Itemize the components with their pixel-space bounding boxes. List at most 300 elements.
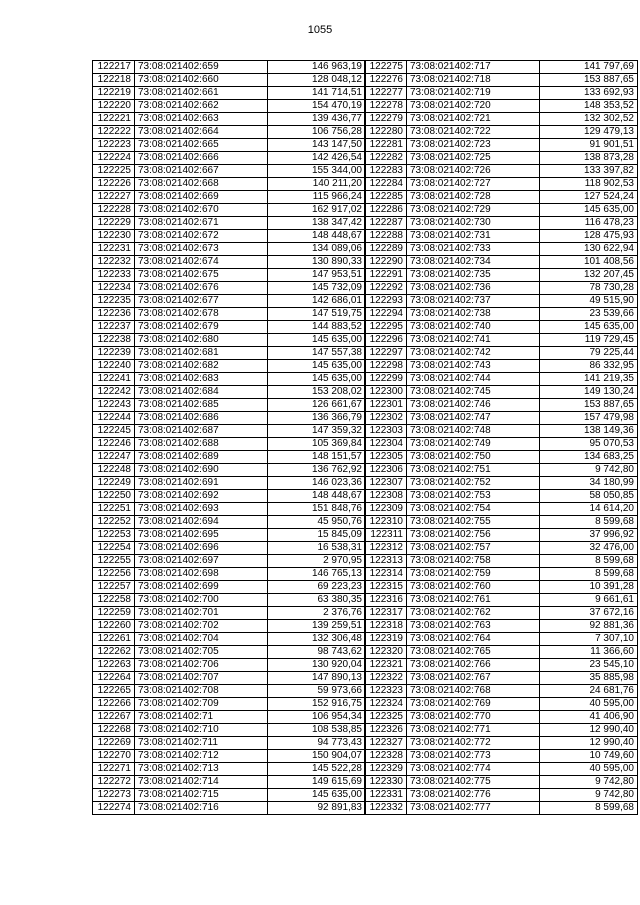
table-row bbox=[365, 100, 638, 113]
cadastral-number-cell: 73:08:021402:668 bbox=[135, 178, 268, 191]
table-row bbox=[365, 763, 638, 776]
value-cell: 154 470,19 bbox=[268, 100, 366, 113]
value-cell: 23 545,10 bbox=[540, 659, 638, 672]
value-cell: 146 963,19 bbox=[268, 61, 366, 74]
table-row bbox=[93, 490, 366, 503]
row-number-cell: 122264 bbox=[93, 672, 135, 685]
table-row bbox=[365, 438, 638, 451]
value-cell: 79 225,44 bbox=[540, 347, 638, 360]
cadastral-number-cell: 73:08:021402:715 bbox=[135, 789, 268, 802]
cadastral-number-cell: 73:08:021402:725 bbox=[407, 152, 540, 165]
cadastral-number-cell: 73:08:021402:675 bbox=[135, 269, 268, 282]
table-row bbox=[93, 646, 366, 659]
table-row bbox=[365, 204, 638, 217]
cadastral-number-cell: 73:08:021402:760 bbox=[407, 581, 540, 594]
page-number: 1055 bbox=[307, 24, 333, 36]
value-cell: 147 359,32 bbox=[268, 425, 366, 438]
value-cell: 151 848,76 bbox=[268, 503, 366, 516]
value-cell: 142 426,54 bbox=[268, 152, 366, 165]
cadastral-number-cell: 73:08:021402:699 bbox=[135, 581, 268, 594]
table-row bbox=[365, 243, 638, 256]
value-cell: 147 557,38 bbox=[268, 347, 366, 360]
row-number-cell: 122326 bbox=[365, 724, 407, 737]
table-row bbox=[93, 347, 366, 360]
cadastral-number-cell: 73:08:021402:679 bbox=[135, 321, 268, 334]
row-number-cell: 122221 bbox=[93, 113, 135, 126]
value-cell: 147 953,51 bbox=[268, 269, 366, 282]
row-number-cell: 122322 bbox=[365, 672, 407, 685]
row-number-cell: 122274 bbox=[93, 802, 135, 815]
table-row bbox=[365, 490, 638, 503]
row-number-cell: 122249 bbox=[93, 477, 135, 490]
value-cell: 78 730,28 bbox=[540, 282, 638, 295]
value-cell: 12 990,40 bbox=[540, 737, 638, 750]
value-cell: 37 672,16 bbox=[540, 607, 638, 620]
cadastral-number-cell: 73:08:021402:718 bbox=[407, 74, 540, 87]
table-row bbox=[365, 230, 638, 243]
cadastral-number-cell: 73:08:021402:673 bbox=[135, 243, 268, 256]
row-number-cell: 122309 bbox=[365, 503, 407, 516]
value-cell: 155 344,00 bbox=[268, 165, 366, 178]
table-row bbox=[93, 633, 366, 646]
value-cell: 32 476,00 bbox=[540, 542, 638, 555]
cadastral-number-cell: 73:08:021402:720 bbox=[407, 100, 540, 113]
cadastral-number-cell: 73:08:021402:694 bbox=[135, 516, 268, 529]
row-number-cell: 122273 bbox=[93, 789, 135, 802]
cadastral-number-cell: 73:08:021402:682 bbox=[135, 360, 268, 373]
row-number-cell: 122236 bbox=[93, 308, 135, 321]
cadastral-number-cell: 73:08:021402:776 bbox=[407, 789, 540, 802]
row-number-cell: 122318 bbox=[365, 620, 407, 633]
row-number-cell: 122311 bbox=[365, 529, 407, 542]
row-number-cell: 122250 bbox=[93, 490, 135, 503]
value-cell: 130 622,94 bbox=[540, 243, 638, 256]
value-cell: 127 524,24 bbox=[540, 191, 638, 204]
value-cell: 141 797,69 bbox=[540, 61, 638, 74]
cadastral-number-cell: 73:08:021402:756 bbox=[407, 529, 540, 542]
row-number-cell: 122320 bbox=[365, 646, 407, 659]
value-cell: 8 599,68 bbox=[540, 555, 638, 568]
table-row bbox=[365, 126, 638, 139]
cadastral-number-cell: 73:08:021402:71 bbox=[135, 711, 268, 724]
value-cell: 130 920,04 bbox=[268, 659, 366, 672]
row-number-cell: 122316 bbox=[365, 594, 407, 607]
value-cell: 138 149,36 bbox=[540, 425, 638, 438]
cadastral-number-cell: 73:08:021402:752 bbox=[407, 477, 540, 490]
row-number-cell: 122251 bbox=[93, 503, 135, 516]
cadastral-number-cell: 73:08:021402:678 bbox=[135, 308, 268, 321]
table-row bbox=[93, 74, 366, 87]
cadastral-number-cell: 73:08:021402:705 bbox=[135, 646, 268, 659]
table-row bbox=[365, 607, 638, 620]
row-number-cell: 122257 bbox=[93, 581, 135, 594]
table-row bbox=[93, 87, 366, 100]
table-row bbox=[365, 412, 638, 425]
value-cell: 128 475,93 bbox=[540, 230, 638, 243]
value-cell: 9 742,80 bbox=[540, 789, 638, 802]
value-cell: 16 538,31 bbox=[268, 542, 366, 555]
cadastral-number-cell: 73:08:021402:700 bbox=[135, 594, 268, 607]
row-number-cell: 122244 bbox=[93, 412, 135, 425]
table-row bbox=[365, 581, 638, 594]
cadastral-number-cell: 73:08:021402:713 bbox=[135, 763, 268, 776]
cadastral-number-cell: 73:08:021402:761 bbox=[407, 594, 540, 607]
cadastral-number-cell: 73:08:021402:669 bbox=[135, 191, 268, 204]
table-row bbox=[93, 581, 366, 594]
row-number-cell: 122237 bbox=[93, 321, 135, 334]
table-row bbox=[365, 568, 638, 581]
table-row bbox=[93, 672, 366, 685]
row-number-cell: 122294 bbox=[365, 308, 407, 321]
cadastral-number-cell: 73:08:021402:692 bbox=[135, 490, 268, 503]
cadastral-number-cell: 73:08:021402:671 bbox=[135, 217, 268, 230]
table-row bbox=[93, 503, 366, 516]
cadastral-number-cell: 73:08:021402:721 bbox=[407, 113, 540, 126]
value-cell: 119 729,45 bbox=[540, 334, 638, 347]
table-row bbox=[93, 243, 366, 256]
table-row bbox=[93, 152, 366, 165]
value-cell: 157 479,98 bbox=[540, 412, 638, 425]
table-row bbox=[365, 672, 638, 685]
cadastral-number-cell: 73:08:021402:717 bbox=[407, 61, 540, 74]
cadastral-number-cell: 73:08:021402:722 bbox=[407, 126, 540, 139]
row-number-cell: 122303 bbox=[365, 425, 407, 438]
row-number-cell: 122240 bbox=[93, 360, 135, 373]
table-row bbox=[365, 308, 638, 321]
row-number-cell: 122285 bbox=[365, 191, 407, 204]
row-number-cell: 122300 bbox=[365, 386, 407, 399]
table-row bbox=[365, 178, 638, 191]
value-cell: 129 479,13 bbox=[540, 126, 638, 139]
value-cell: 108 538,85 bbox=[268, 724, 366, 737]
cadastral-number-cell: 73:08:021402:683 bbox=[135, 373, 268, 386]
cadastral-number-cell: 73:08:021402:667 bbox=[135, 165, 268, 178]
cadastral-number-cell: 73:08:021402:687 bbox=[135, 425, 268, 438]
table-row bbox=[365, 685, 638, 698]
table-row bbox=[365, 282, 638, 295]
row-number-cell: 122308 bbox=[365, 490, 407, 503]
value-cell: 153 208,02 bbox=[268, 386, 366, 399]
row-number-cell: 122220 bbox=[93, 100, 135, 113]
row-number-cell: 122265 bbox=[93, 685, 135, 698]
row-number-cell: 122218 bbox=[93, 74, 135, 87]
cadastral-number-cell: 73:08:021402:701 bbox=[135, 607, 268, 620]
cadastral-number-cell: 73:08:021402:731 bbox=[407, 230, 540, 243]
table-row bbox=[93, 334, 366, 347]
row-number-cell: 122331 bbox=[365, 789, 407, 802]
cadastral-number-cell: 73:08:021402:771 bbox=[407, 724, 540, 737]
row-number-cell: 122302 bbox=[365, 412, 407, 425]
table-row bbox=[365, 451, 638, 464]
table-row bbox=[93, 373, 366, 386]
value-cell: 49 515,90 bbox=[540, 295, 638, 308]
row-number-cell: 122228 bbox=[93, 204, 135, 217]
cadastral-number-cell: 73:08:021402:755 bbox=[407, 516, 540, 529]
table-row bbox=[365, 152, 638, 165]
value-cell: 9 742,80 bbox=[540, 776, 638, 789]
value-cell: 92 881,36 bbox=[540, 620, 638, 633]
value-cell: 133 692,93 bbox=[540, 87, 638, 100]
cadastral-number-cell: 73:08:021402:681 bbox=[135, 347, 268, 360]
cadastral-number-cell: 73:08:021402:670 bbox=[135, 204, 268, 217]
table-row bbox=[365, 321, 638, 334]
table-row bbox=[365, 633, 638, 646]
cadastral-number-cell: 73:08:021402:734 bbox=[407, 256, 540, 269]
cadastral-number-cell: 73:08:021402:735 bbox=[407, 269, 540, 282]
value-cell: 148 448,67 bbox=[268, 230, 366, 243]
value-cell: 40 595,00 bbox=[540, 698, 638, 711]
row-number-cell: 122263 bbox=[93, 659, 135, 672]
row-number-cell: 122248 bbox=[93, 464, 135, 477]
value-cell: 134 683,25 bbox=[540, 451, 638, 464]
cadastral-number-cell: 73:08:021402:728 bbox=[407, 191, 540, 204]
table-row bbox=[365, 360, 638, 373]
table-row bbox=[93, 282, 366, 295]
cadastral-number-cell: 73:08:021402:711 bbox=[135, 737, 268, 750]
cadastral-number-cell: 73:08:021402:767 bbox=[407, 672, 540, 685]
value-cell: 130 890,33 bbox=[268, 256, 366, 269]
table-row bbox=[93, 711, 366, 724]
table-row bbox=[93, 776, 366, 789]
row-number-cell: 122233 bbox=[93, 269, 135, 282]
value-cell: 149 615,69 bbox=[268, 776, 366, 789]
row-number-cell: 122277 bbox=[365, 87, 407, 100]
row-number-cell: 122288 bbox=[365, 230, 407, 243]
row-number-cell: 122291 bbox=[365, 269, 407, 282]
table-row bbox=[365, 776, 638, 789]
cadastral-number-cell: 73:08:021402:766 bbox=[407, 659, 540, 672]
table-row bbox=[93, 451, 366, 464]
cadastral-number-cell: 73:08:021402:737 bbox=[407, 295, 540, 308]
row-number-cell: 122239 bbox=[93, 347, 135, 360]
register-table-right bbox=[364, 60, 638, 815]
row-number-cell: 122267 bbox=[93, 711, 135, 724]
value-cell: 10 749,60 bbox=[540, 750, 638, 763]
table-row bbox=[93, 425, 366, 438]
value-cell: 145 635,00 bbox=[268, 789, 366, 802]
cadastral-number-cell: 73:08:021402:736 bbox=[407, 282, 540, 295]
value-cell: 153 887,65 bbox=[540, 399, 638, 412]
value-cell: 144 883,52 bbox=[268, 321, 366, 334]
cadastral-number-cell: 73:08:021402:664 bbox=[135, 126, 268, 139]
table-row bbox=[365, 269, 638, 282]
cadastral-number-cell: 73:08:021402:688 bbox=[135, 438, 268, 451]
value-cell: 8 599,68 bbox=[540, 802, 638, 815]
value-cell: 101 408,56 bbox=[540, 256, 638, 269]
row-number-cell: 122255 bbox=[93, 555, 135, 568]
cadastral-number-cell: 73:08:021402:749 bbox=[407, 438, 540, 451]
row-number-cell: 122304 bbox=[365, 438, 407, 451]
value-cell: 132 207,45 bbox=[540, 269, 638, 282]
value-cell: 118 902,53 bbox=[540, 178, 638, 191]
value-cell: 128 048,12 bbox=[268, 74, 366, 87]
table-row bbox=[93, 61, 366, 74]
table-row bbox=[93, 750, 366, 763]
value-cell: 12 990,40 bbox=[540, 724, 638, 737]
cadastral-number-cell: 73:08:021402:672 bbox=[135, 230, 268, 243]
table-row bbox=[365, 802, 638, 815]
row-number-cell: 122286 bbox=[365, 204, 407, 217]
value-cell: 145 635,00 bbox=[540, 204, 638, 217]
cadastral-number-cell: 73:08:021402:741 bbox=[407, 334, 540, 347]
table-row bbox=[93, 685, 366, 698]
table-row bbox=[93, 412, 366, 425]
table-row bbox=[93, 178, 366, 191]
row-number-cell: 122247 bbox=[93, 451, 135, 464]
table-row bbox=[365, 724, 638, 737]
table-row bbox=[365, 191, 638, 204]
value-cell: 92 891,83 bbox=[268, 802, 366, 815]
value-cell: 143 147,50 bbox=[268, 139, 366, 152]
row-number-cell: 122245 bbox=[93, 425, 135, 438]
row-number-cell: 122313 bbox=[365, 555, 407, 568]
value-cell: 141 714,51 bbox=[268, 87, 366, 100]
table-row bbox=[365, 620, 638, 633]
table-row bbox=[365, 295, 638, 308]
table-row bbox=[93, 477, 366, 490]
value-cell: 95 070,53 bbox=[540, 438, 638, 451]
row-number-cell: 122225 bbox=[93, 165, 135, 178]
cadastral-number-cell: 73:08:021402:666 bbox=[135, 152, 268, 165]
table-row bbox=[365, 477, 638, 490]
cadastral-number-cell: 73:08:021402:689 bbox=[135, 451, 268, 464]
row-number-cell: 122223 bbox=[93, 139, 135, 152]
row-number-cell: 122306 bbox=[365, 464, 407, 477]
value-cell: 152 916,75 bbox=[268, 698, 366, 711]
value-cell: 116 478,23 bbox=[540, 217, 638, 230]
row-number-cell: 122235 bbox=[93, 295, 135, 308]
row-number-cell: 122329 bbox=[365, 763, 407, 776]
cadastral-number-cell: 73:08:021402:759 bbox=[407, 568, 540, 581]
table-row bbox=[93, 607, 366, 620]
cadastral-number-cell: 73:08:021402:743 bbox=[407, 360, 540, 373]
value-cell: 2 376,76 bbox=[268, 607, 366, 620]
value-cell: 34 180,99 bbox=[540, 477, 638, 490]
table-row bbox=[365, 386, 638, 399]
row-number-cell: 122325 bbox=[365, 711, 407, 724]
row-number-cell: 122299 bbox=[365, 373, 407, 386]
table-row bbox=[365, 217, 638, 230]
value-cell: 126 661,67 bbox=[268, 399, 366, 412]
table-row bbox=[365, 789, 638, 802]
table-row bbox=[365, 711, 638, 724]
value-cell: 139 259,51 bbox=[268, 620, 366, 633]
value-cell: 153 887,65 bbox=[540, 74, 638, 87]
cadastral-number-cell: 73:08:021402:709 bbox=[135, 698, 268, 711]
cadastral-number-cell: 73:08:021402:706 bbox=[135, 659, 268, 672]
table-row bbox=[365, 113, 638, 126]
table-row bbox=[365, 529, 638, 542]
table-row bbox=[365, 139, 638, 152]
table-row bbox=[365, 165, 638, 178]
row-number-cell: 122298 bbox=[365, 360, 407, 373]
value-cell: 145 635,00 bbox=[540, 321, 638, 334]
row-number-cell: 122278 bbox=[365, 100, 407, 113]
value-cell: 134 089,06 bbox=[268, 243, 366, 256]
cadastral-number-cell: 73:08:021402:702 bbox=[135, 620, 268, 633]
row-number-cell: 122310 bbox=[365, 516, 407, 529]
value-cell: 162 917,02 bbox=[268, 204, 366, 217]
value-cell: 9 742,80 bbox=[540, 464, 638, 477]
value-cell: 69 223,23 bbox=[268, 581, 366, 594]
cadastral-number-cell: 73:08:021402:676 bbox=[135, 282, 268, 295]
row-number-cell: 122307 bbox=[365, 477, 407, 490]
table-row bbox=[93, 789, 366, 802]
cadastral-number-cell: 73:08:021402:747 bbox=[407, 412, 540, 425]
cadastral-number-cell: 73:08:021402:768 bbox=[407, 685, 540, 698]
value-cell: 132 302,52 bbox=[540, 113, 638, 126]
value-cell: 63 380,35 bbox=[268, 594, 366, 607]
table-row bbox=[93, 165, 366, 178]
cadastral-number-cell: 73:08:021402:698 bbox=[135, 568, 268, 581]
table-row bbox=[93, 724, 366, 737]
cadastral-number-cell: 73:08:021402:775 bbox=[407, 776, 540, 789]
table-row bbox=[365, 373, 638, 386]
row-number-cell: 122290 bbox=[365, 256, 407, 269]
row-number-cell: 122238 bbox=[93, 334, 135, 347]
cadastral-number-cell: 73:08:021402:774 bbox=[407, 763, 540, 776]
row-number-cell: 122262 bbox=[93, 646, 135, 659]
cadastral-number-cell: 73:08:021402:696 bbox=[135, 542, 268, 555]
row-number-cell: 122315 bbox=[365, 581, 407, 594]
row-number-cell: 122287 bbox=[365, 217, 407, 230]
row-number-cell: 122276 bbox=[365, 74, 407, 87]
value-cell: 23 539,66 bbox=[540, 308, 638, 321]
row-number-cell: 122332 bbox=[365, 802, 407, 815]
table-row bbox=[93, 191, 366, 204]
value-cell: 139 436,77 bbox=[268, 113, 366, 126]
row-number-cell: 122275 bbox=[365, 61, 407, 74]
row-number-cell: 122295 bbox=[365, 321, 407, 334]
row-number-cell: 122254 bbox=[93, 542, 135, 555]
row-number-cell: 122222 bbox=[93, 126, 135, 139]
cadastral-number-cell: 73:08:021402:710 bbox=[135, 724, 268, 737]
table-row bbox=[93, 126, 366, 139]
value-cell: 138 347,42 bbox=[268, 217, 366, 230]
cadastral-number-cell: 73:08:021402:727 bbox=[407, 178, 540, 191]
table-row bbox=[93, 529, 366, 542]
value-cell: 14 614,20 bbox=[540, 503, 638, 516]
cadastral-number-cell: 73:08:021402:714 bbox=[135, 776, 268, 789]
table-row bbox=[365, 516, 638, 529]
cadastral-number-cell: 73:08:021402:764 bbox=[407, 633, 540, 646]
value-cell: 145 635,00 bbox=[268, 334, 366, 347]
table-row bbox=[93, 659, 366, 672]
value-cell: 106 954,34 bbox=[268, 711, 366, 724]
table-row bbox=[93, 139, 366, 152]
row-number-cell: 122243 bbox=[93, 399, 135, 412]
cadastral-number-cell: 73:08:021402:751 bbox=[407, 464, 540, 477]
cadastral-number-cell: 73:08:021402:685 bbox=[135, 399, 268, 412]
table-row bbox=[365, 698, 638, 711]
value-cell: 145 522,28 bbox=[268, 763, 366, 776]
table-row bbox=[365, 87, 638, 100]
cadastral-number-cell: 73:08:021402:758 bbox=[407, 555, 540, 568]
row-number-cell: 122281 bbox=[365, 139, 407, 152]
value-cell: 59 973,66 bbox=[268, 685, 366, 698]
value-cell: 147 519,75 bbox=[268, 308, 366, 321]
table-row bbox=[365, 542, 638, 555]
row-number-cell: 122234 bbox=[93, 282, 135, 295]
row-number-cell: 122230 bbox=[93, 230, 135, 243]
table-row bbox=[93, 464, 366, 477]
row-number-cell: 122252 bbox=[93, 516, 135, 529]
table-row bbox=[93, 542, 366, 555]
table-row bbox=[93, 100, 366, 113]
value-cell: 8 599,68 bbox=[540, 516, 638, 529]
row-number-cell: 122328 bbox=[365, 750, 407, 763]
value-cell: 142 686,01 bbox=[268, 295, 366, 308]
